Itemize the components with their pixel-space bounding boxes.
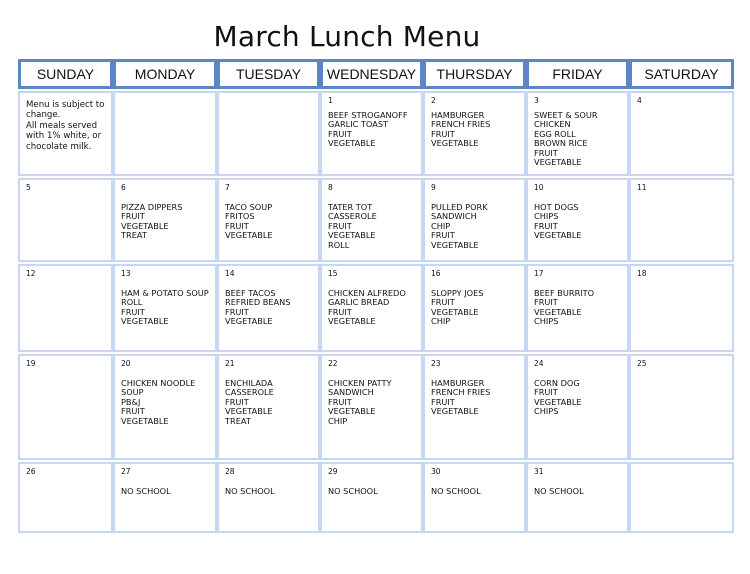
day-cell — [526, 264, 629, 352]
day-number: 20 — [121, 359, 131, 368]
day-cell — [113, 91, 217, 176]
menu-items: SWEET & SOUR CHICKEN EGG ROLL BROWN RICE FRUIT VEGETABLE — [534, 109, 598, 167]
day-number: 31 — [534, 467, 544, 476]
day-number: 21 — [225, 359, 235, 368]
menu-items: HAMBURGER FRENCH FRIES FRUIT VEGETABLE — [431, 109, 491, 148]
day-number: 15 — [328, 269, 338, 278]
day-cell — [320, 462, 423, 533]
menu-items: ENCHILADA CASSEROLE FRUIT VEGETABLE TREAT — [225, 377, 274, 426]
day-cell — [18, 462, 113, 533]
day-cell — [320, 354, 423, 460]
day-header-sunday: SUNDAY — [18, 59, 113, 89]
day-cell — [526, 462, 629, 533]
menu-items: PULLED PORK SANDWICH CHIP FRUIT VEGETABLE — [431, 201, 488, 250]
day-cell — [423, 462, 526, 533]
menu-items: NO SCHOOL — [431, 485, 481, 496]
day-cell — [217, 354, 320, 460]
day-number: 9 — [431, 183, 436, 192]
day-cell — [113, 354, 217, 460]
day-cell — [526, 91, 629, 176]
menu-items: NO SCHOOL — [534, 485, 584, 496]
menu-items: CHICKEN NOODLE SOUP PB&J FRUIT VEGETABLE — [121, 377, 196, 426]
day-cell — [320, 178, 423, 262]
calendar-grid — [18, 59, 734, 533]
day-cell — [629, 354, 734, 460]
day-cell — [629, 462, 734, 533]
day-number: 14 — [225, 269, 235, 278]
menu-items: CHICKEN ALFREDO GARLIC BREAD FRUIT VEGETABLE — [328, 287, 406, 326]
day-number: 26 — [26, 467, 36, 476]
day-cell — [113, 264, 217, 352]
day-number: 19 — [26, 359, 36, 368]
menu-note: Menu is subject to change. All meals served with 1% white, or chocolate milk. — [26, 100, 105, 152]
day-number: 27 — [121, 467, 131, 476]
page-title: March Lunch Menu — [213, 20, 481, 53]
day-number: 1 — [328, 96, 333, 105]
day-cell — [217, 178, 320, 262]
day-number: 30 — [431, 467, 441, 476]
day-cell — [113, 462, 217, 533]
day-header-wednesday: WEDNESDAY — [320, 59, 423, 89]
menu-items: HAM & POTATO SOUP ROLL FRUIT VEGETABLE — [121, 287, 209, 326]
day-cell — [526, 178, 629, 262]
day-number: 11 — [637, 183, 647, 192]
day-cell — [423, 264, 526, 352]
menu-items: NO SCHOOL — [225, 485, 275, 496]
day-header-saturday: SATURDAY — [629, 59, 734, 89]
day-cell — [320, 91, 423, 176]
day-number: 24 — [534, 359, 544, 368]
day-number: 4 — [637, 96, 642, 105]
day-number: 22 — [328, 359, 338, 368]
menu-items: PIZZA DIPPERS FRUIT VEGETABLE TREAT — [121, 201, 183, 240]
day-number: 13 — [121, 269, 131, 278]
day-number: 6 — [121, 183, 126, 192]
menu-items: HOT DOGS CHIPS FRUIT VEGETABLE — [534, 201, 582, 240]
day-number: 12 — [26, 269, 36, 278]
menu-items: NO SCHOOL — [328, 485, 378, 496]
day-number: 5 — [26, 183, 31, 192]
day-cell — [629, 178, 734, 262]
day-cell — [217, 264, 320, 352]
day-number: 25 — [637, 359, 647, 368]
menu-items: BEEF BURRITO FRUIT VEGETABLE CHIPS — [534, 287, 595, 326]
day-cell — [629, 91, 734, 176]
day-cell — [18, 264, 113, 352]
day-cell — [217, 462, 320, 533]
day-cell — [18, 178, 113, 262]
day-cell — [423, 354, 526, 460]
day-header-tuesday: TUESDAY — [217, 59, 320, 89]
day-cell — [526, 354, 629, 460]
day-header-monday: MONDAY — [113, 59, 217, 89]
day-number: 7 — [225, 183, 230, 192]
day-number: 10 — [534, 183, 544, 192]
day-cell — [423, 178, 526, 262]
day-header-thursday: THURSDAY — [423, 59, 526, 89]
menu-items: BEEF TACOS REFRIED BEANS FRUIT VEGETABLE — [225, 287, 291, 326]
menu-items: TACO SOUP FRITOS FRUIT VEGETABLE — [225, 201, 273, 240]
day-cell — [18, 354, 113, 460]
day-cell — [113, 178, 217, 262]
day-cell — [320, 264, 423, 352]
day-cell — [217, 91, 320, 176]
day-cell — [629, 264, 734, 352]
day-header-friday: FRIDAY — [526, 59, 629, 89]
menu-items: TATER TOT CASSEROLE FRUIT VEGETABLE ROLL — [328, 201, 377, 250]
menu-items: CORN DOG FRUIT VEGETABLE CHIPS — [534, 377, 582, 416]
day-number: 2 — [431, 96, 436, 105]
day-number: 16 — [431, 269, 441, 278]
day-cell — [18, 91, 113, 176]
day-number: 18 — [637, 269, 647, 278]
day-cell — [423, 91, 526, 176]
day-number: 17 — [534, 269, 544, 278]
day-number: 28 — [225, 467, 235, 476]
menu-items: SLOPPY JOES FRUIT VEGETABLE CHIP — [431, 287, 484, 326]
menu-items: BEEF STROGANOFF GARLIC TOAST FRUIT VEGETABLE — [328, 109, 408, 148]
day-number: 8 — [328, 183, 333, 192]
menu-items: CHICKEN PATTY SANDWICH FRUIT VEGETABLE CHIP — [328, 377, 392, 426]
menu-items: HAMBURGER FRENCH FRIES FRUIT VEGETABLE — [431, 377, 491, 416]
day-number: 29 — [328, 467, 338, 476]
day-number: 3 — [534, 96, 539, 105]
day-number: 23 — [431, 359, 441, 368]
menu-items: NO SCHOOL — [121, 485, 171, 496]
